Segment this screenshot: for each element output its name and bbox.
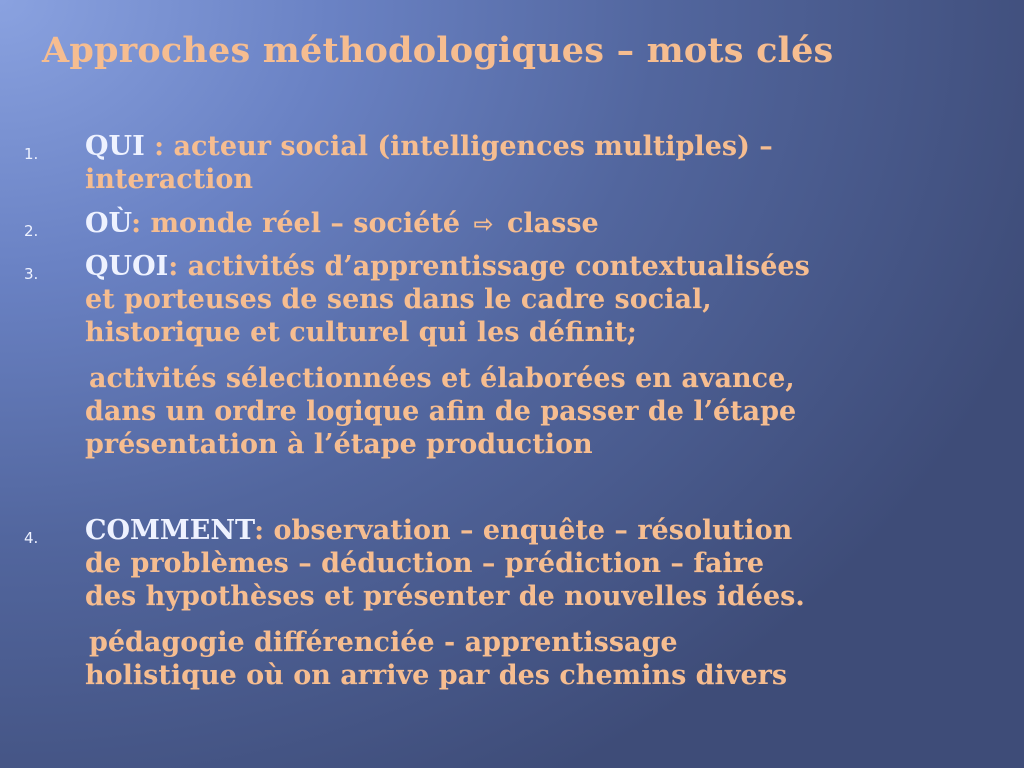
item-line: activités d’apprentissage contextualisées [187,251,810,282]
item-separator: : [144,131,174,162]
item-line: acteur social (intelligences multiples) – [173,131,773,162]
continuation-line: activités sélectionnées et élaborées en avance, [89,363,795,394]
outlined-right-arrow-icon: ⇨ [473,210,494,238]
item-line: interaction [85,164,254,195]
continuation-line: holistique où on arrive par des chemins divers [85,660,788,691]
item-line: observation – enquête – résolution [273,515,793,546]
item-number: 3. [24,265,39,283]
item-text [85,514,1005,613]
item-line: et porteuses de sens dans le cadre social, [85,284,712,315]
item-line: classe [506,208,599,239]
item-number: 2. [24,222,39,240]
item-keyword: COMMENT [85,515,255,546]
item-continuation [85,362,1005,461]
item-text [85,250,1005,349]
item-line: de problèmes – déduction – prédiction – faire [85,548,765,579]
item-keyword: OÙ [85,208,132,239]
slide-title: Approches méthodologiques – mots clés [42,30,834,71]
item-separator: : [131,208,151,239]
item-separator: : [168,251,188,282]
continuation-line: pédagogie différenciée - apprentissage [89,627,678,658]
item-line: historique et culturel qui les définit; [85,317,637,348]
item-text [85,207,1005,241]
item-text [85,130,1005,196]
item-separator: : [254,515,274,546]
item-line: des hypothèses et présenter de nouvelles idées. [85,581,805,612]
continuation-line: présentation à l’étape production [85,429,593,460]
item-number: 1. [24,145,39,163]
item-number: 4. [24,529,39,547]
item-line: monde réel – société [150,208,461,239]
continuation-line: dans un ordre logique afin de passer de l’étape [85,396,797,427]
item-keyword: QUOI [85,251,169,282]
item-continuation [85,626,1005,692]
item-keyword: QUI [85,131,145,162]
